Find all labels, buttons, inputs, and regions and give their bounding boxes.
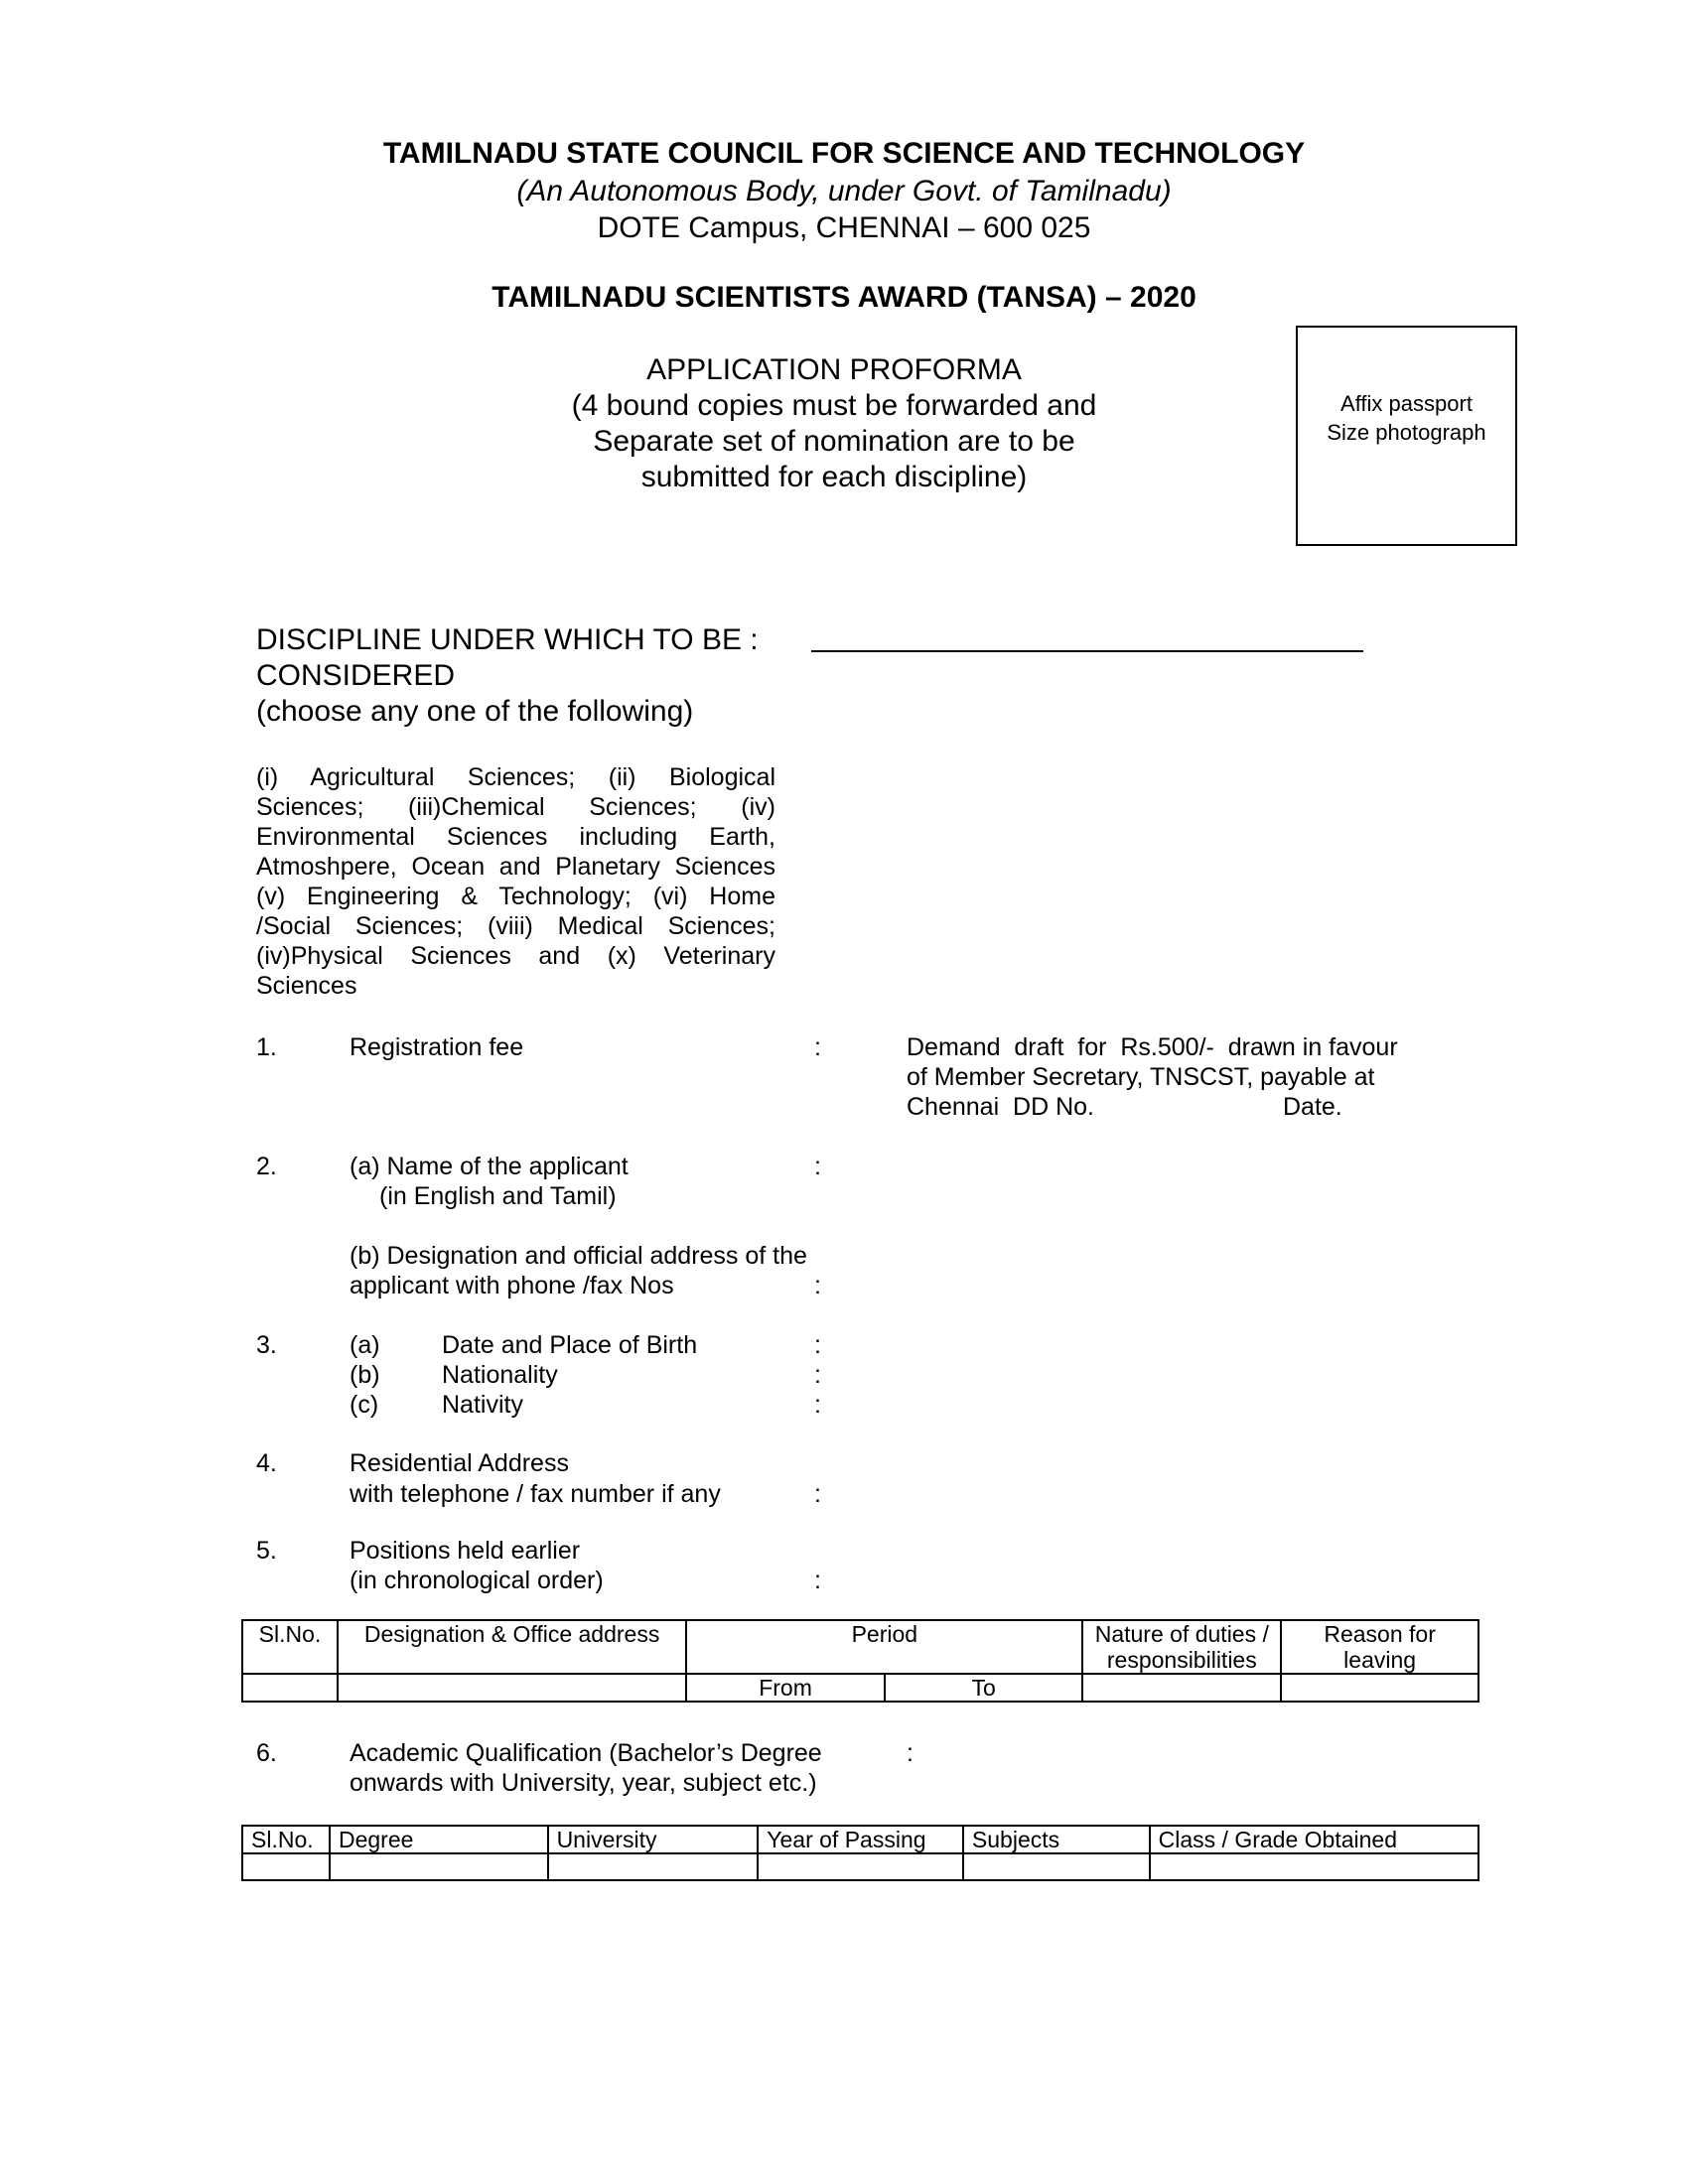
header-period: Period	[686, 1620, 1082, 1674]
item-number: 4.	[256, 1449, 277, 1477]
header-degree: Degree	[330, 1826, 548, 1853]
applicant-name-sublabel: (in English and Tamil)	[379, 1182, 617, 1210]
table-cell[interactable]	[758, 1853, 963, 1880]
organization-subtitle: (An Autonomous Body, under Govt. of Tamilnadu)	[516, 175, 1172, 207]
proforma-title: APPLICATION PROFORMA	[646, 353, 1022, 386]
header-text: Reason for	[1324, 1621, 1436, 1647]
designation-sublabel: applicant with phone /fax Nos	[350, 1272, 674, 1299]
table-cell[interactable]	[548, 1853, 759, 1880]
table-header-row	[242, 1620, 1478, 1674]
sub-item-marker: (c)	[350, 1391, 379, 1419]
header-reason-for-leaving	[1281, 1620, 1478, 1674]
item-number: 6.	[256, 1739, 277, 1767]
registration-fee-value: of Member Secretary, TNSCST, payable at	[907, 1063, 1375, 1091]
dd-number-label: Chennai DD No.	[907, 1093, 1094, 1121]
header-university: University	[548, 1826, 759, 1853]
colon: :	[814, 1391, 821, 1419]
header-to: To	[885, 1674, 1083, 1702]
discipline-options: (i) Agricultural Sciences; (ii) Biological Sciences; (iii)Chemical Sciences; (iv) Environmental Sciences including Earth, Atmoshpere, Ocean and Planetary Sciences (v) Engineering & Technology; (vi) Home /Social Sciences; (viii) Medical Sciences; (iv)Physical Sciences and (x) Veterinary Sciences	[256, 763, 775, 1000]
photo-label: Size photograph	[1327, 420, 1486, 445]
header-year-of-passing: Year of Passing	[758, 1826, 963, 1853]
academic-sublabel: onwards with University, year, subject etc.)	[350, 1769, 817, 1797]
colon: :	[814, 1331, 821, 1359]
colon: :	[814, 1361, 821, 1389]
table-cell[interactable]	[242, 1674, 338, 1702]
header-text: Nature of duties /	[1094, 1621, 1269, 1647]
discipline-line: CONSIDERED	[256, 659, 456, 692]
proforma-note-line: Separate set of nomination are to be	[593, 425, 1075, 458]
positions-label: Positions held earlier	[350, 1537, 581, 1565]
birth-label: Date and Place of Birth	[442, 1331, 698, 1359]
table-cell[interactable]	[1281, 1674, 1478, 1702]
item-number: 3.	[256, 1331, 277, 1359]
applicant-name-label: (a) Name of the applicant	[350, 1153, 629, 1180]
academic-label: Academic Qualification (Bachelor’s Degree	[350, 1739, 822, 1767]
table-row	[242, 1853, 1478, 1880]
table-cell[interactable]	[330, 1853, 548, 1880]
table-header-row	[242, 1826, 1478, 1853]
table-cell[interactable]	[963, 1853, 1150, 1880]
positions-table	[241, 1619, 1479, 1703]
table-row	[242, 1674, 1478, 1702]
item-number: 2.	[256, 1153, 277, 1180]
colon: :	[814, 1033, 821, 1061]
table-cell[interactable]	[1150, 1853, 1478, 1880]
table-cell[interactable]	[1082, 1674, 1281, 1702]
organization-title: TAMILNADU STATE COUNCIL FOR SCIENCE AND TECHNOLOGY	[382, 137, 1306, 170]
residential-address-sublabel: with telephone / fax number if any	[350, 1480, 721, 1508]
registration-fee-label: Registration fee	[350, 1033, 524, 1061]
nativity-label: Nativity	[442, 1391, 523, 1419]
photo-placeholder-box[interactable]	[1296, 326, 1517, 546]
discipline-label	[256, 622, 759, 730]
header-sl-no: Sl.No.	[242, 1620, 338, 1674]
header-designation: Designation & Office address	[338, 1620, 686, 1674]
proforma-note-line: (4 bound copies must be forwarded and	[571, 389, 1097, 422]
proforma-heading	[536, 352, 1132, 495]
award-title: TAMILNADU SCIENTISTS AWARD (TANSA) – 2020	[492, 281, 1196, 314]
colon: :	[907, 1739, 914, 1767]
date-label: Date.	[1283, 1093, 1342, 1121]
item-number: 5.	[256, 1537, 277, 1565]
residential-address-label: Residential Address	[350, 1449, 569, 1477]
item-number: 1.	[256, 1033, 277, 1061]
discipline-fill-line[interactable]	[811, 650, 1363, 652]
table-cell[interactable]	[338, 1674, 686, 1702]
designation-label: (b) Designation and official address of the	[350, 1242, 807, 1270]
header-nature-of-duties	[1082, 1620, 1281, 1674]
discipline-line: DISCIPLINE UNDER WHICH TO BE :	[256, 623, 759, 656]
nationality-label: Nationality	[442, 1361, 558, 1389]
header-class-grade: Class / Grade Obtained	[1150, 1826, 1478, 1853]
colon: :	[814, 1272, 821, 1299]
header-subjects: Subjects	[963, 1826, 1150, 1853]
registration-fee-value: Demand draft for Rs.500/- drawn in favour	[907, 1033, 1398, 1061]
positions-sublabel: (in chronological order)	[350, 1567, 604, 1594]
header-text: responsibilities	[1106, 1647, 1257, 1673]
proforma-note-line: submitted for each discipline)	[640, 461, 1028, 493]
discipline-line: (choose any one of the following)	[256, 695, 694, 728]
sub-item-marker: (b)	[350, 1361, 380, 1389]
header-from: From	[686, 1674, 885, 1702]
colon: :	[814, 1567, 821, 1594]
header-sl-no: Sl.No.	[242, 1826, 330, 1853]
colon: :	[814, 1480, 821, 1508]
sub-item-marker: (a)	[350, 1331, 380, 1359]
header-text: leaving	[1343, 1647, 1417, 1673]
table-cell[interactable]	[242, 1853, 330, 1880]
colon: :	[814, 1153, 821, 1180]
organization-address: DOTE Campus, CHENNAI – 600 025	[597, 211, 1091, 244]
academic-table	[241, 1825, 1479, 1881]
photo-label: Affix passport	[1340, 391, 1473, 416]
